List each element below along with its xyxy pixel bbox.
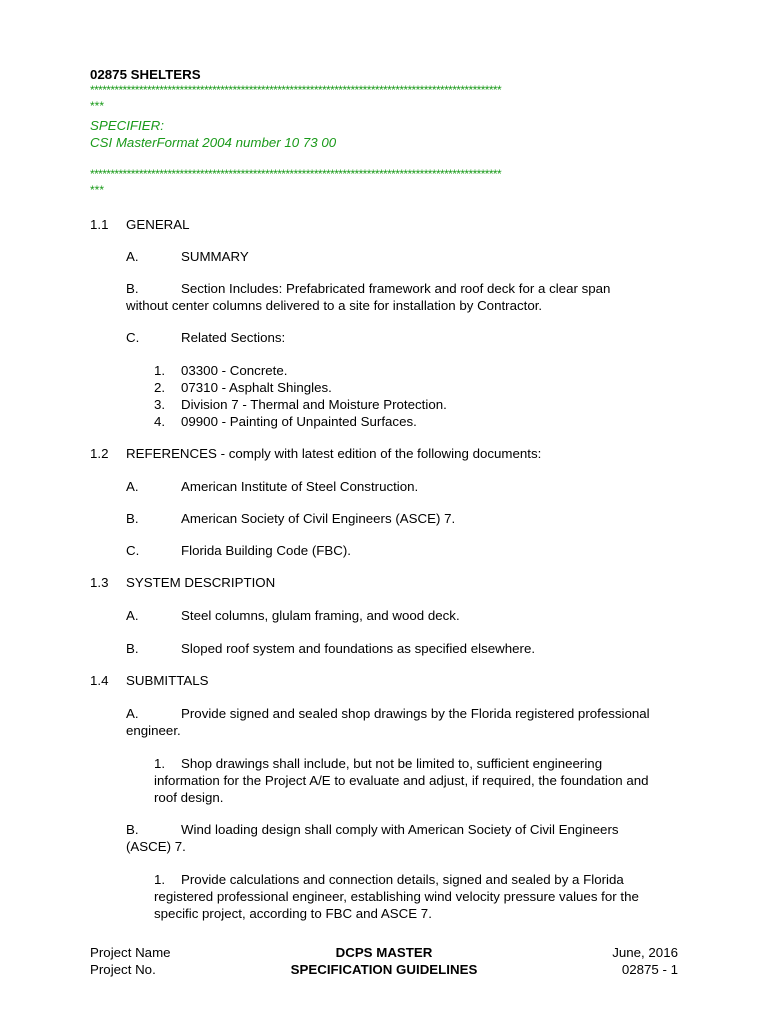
specifier-text: CSI MasterFormat 2004 number 10 73 00 — [90, 135, 337, 150]
s12-c-text: Florida Building Code (FBC). — [181, 543, 351, 558]
related-item-number: 1. — [154, 363, 166, 378]
related-item-text: 03300 - Concrete. — [181, 363, 288, 378]
s11-b-text-line1: Section Includes: Prefabricated framework and roof deck for a clear span — [181, 281, 611, 296]
s11-a-text: SUMMARY — [181, 249, 249, 264]
s14-b1-line2: registered professional engineer, establishing wind velocity pressure values for the — [154, 889, 639, 904]
s12-c-letter: C. — [126, 543, 140, 558]
s13-b-letter: B. — [126, 641, 139, 656]
specifier-stars-top-tail: *** — [90, 99, 105, 113]
footer-dcps-master: DCPS MASTER — [335, 945, 433, 960]
s11-b-text-line2: without center columns delivered to a site for installation by Contractor. — [126, 298, 543, 313]
s12-heading: REFERENCES - comply with latest edition of the following documents: — [126, 446, 542, 461]
page-footer — [90, 944, 678, 984]
s14-a1-line2: information for the Project A/E to evaluate and adjust, if required, the foundation and — [154, 773, 649, 788]
related-item-text: Division 7 - Thermal and Moisture Protection. — [181, 397, 447, 412]
section-title: 02875 SHELTERS — [90, 67, 201, 82]
related-item-number: 2. — [154, 380, 166, 395]
s14-b1-line1: Provide calculations and connection details, signed and sealed by a Florida — [181, 872, 624, 887]
s13-a-text: Steel columns, glulam framing, and wood deck. — [181, 608, 460, 623]
s14-b1-number: 1. — [154, 872, 166, 887]
s14-b1-line3: specific project, according to FBC and ASCE 7. — [154, 906, 432, 921]
s14-a1-line3: roof design. — [154, 790, 224, 805]
s12-a-text: American Institute of Steel Construction. — [181, 479, 419, 494]
s11-c-text: Related Sections: — [181, 330, 286, 345]
s14-a-line1: Provide signed and sealed shop drawings by the Florida registered professional — [181, 706, 650, 721]
footer-project-name: Project Name — [90, 945, 171, 960]
footer-project-no: Project No. — [90, 962, 156, 977]
s14-b-letter: B. — [126, 822, 139, 837]
related-item-text: 07310 - Asphalt Shingles. — [181, 380, 332, 395]
s12-a-letter: A. — [126, 479, 139, 494]
footer-date: June, 2016 — [612, 945, 678, 960]
s14-number: 1.4 — [90, 673, 109, 688]
s14-b-line1: Wind loading design shall comply with American Society of Civil Engineers — [181, 822, 619, 837]
s11-heading: GENERAL — [126, 217, 190, 232]
s14-heading: SUBMITTALS — [126, 673, 209, 688]
s11-c-letter: C. — [126, 330, 140, 345]
specifier-stars-bottom-tail: *** — [90, 183, 105, 197]
footer-center — [90, 944, 678, 978]
specifier-label: SPECIFIER: — [90, 118, 164, 133]
specifier-stars-top: ***************************************************************************************************** — [90, 83, 502, 97]
footer-right — [612, 944, 678, 978]
s12-number: 1.2 — [90, 446, 109, 461]
s14-a-line2: engineer. — [126, 723, 181, 738]
s13-a-letter: A. — [126, 608, 139, 623]
footer-page-number: 02875 - 1 — [621, 962, 678, 977]
s12-b-text: American Society of Civil Engineers (ASCE) 7. — [181, 511, 456, 526]
related-item-text: 09900 - Painting of Unpainted Surfaces. — [181, 414, 417, 429]
s14-a1-line1: Shop drawings shall include, but not be limited to, sufficient engineering — [181, 756, 603, 771]
s14-a1-number: 1. — [154, 756, 166, 771]
s13-number: 1.3 — [90, 575, 109, 590]
s13-heading: SYSTEM DESCRIPTION — [126, 575, 276, 590]
s12-b-letter: B. — [126, 511, 139, 526]
s13-b-text: Sloped roof system and foundations as specified elsewhere. — [181, 641, 536, 656]
specifier-stars-bottom: ***************************************************************************************************** — [90, 167, 502, 181]
s11-a-letter: A. — [126, 249, 139, 264]
s11-b-letter: B. — [126, 281, 139, 296]
s11-number: 1.1 — [90, 217, 109, 232]
related-item-number: 3. — [154, 397, 166, 412]
footer-spec-guidelines: SPECIFICATION GUIDELINES — [290, 962, 478, 977]
s14-a-letter: A. — [126, 706, 139, 721]
s14-b-line2: (ASCE) 7. — [126, 839, 186, 854]
related-item-number: 4. — [154, 414, 166, 429]
